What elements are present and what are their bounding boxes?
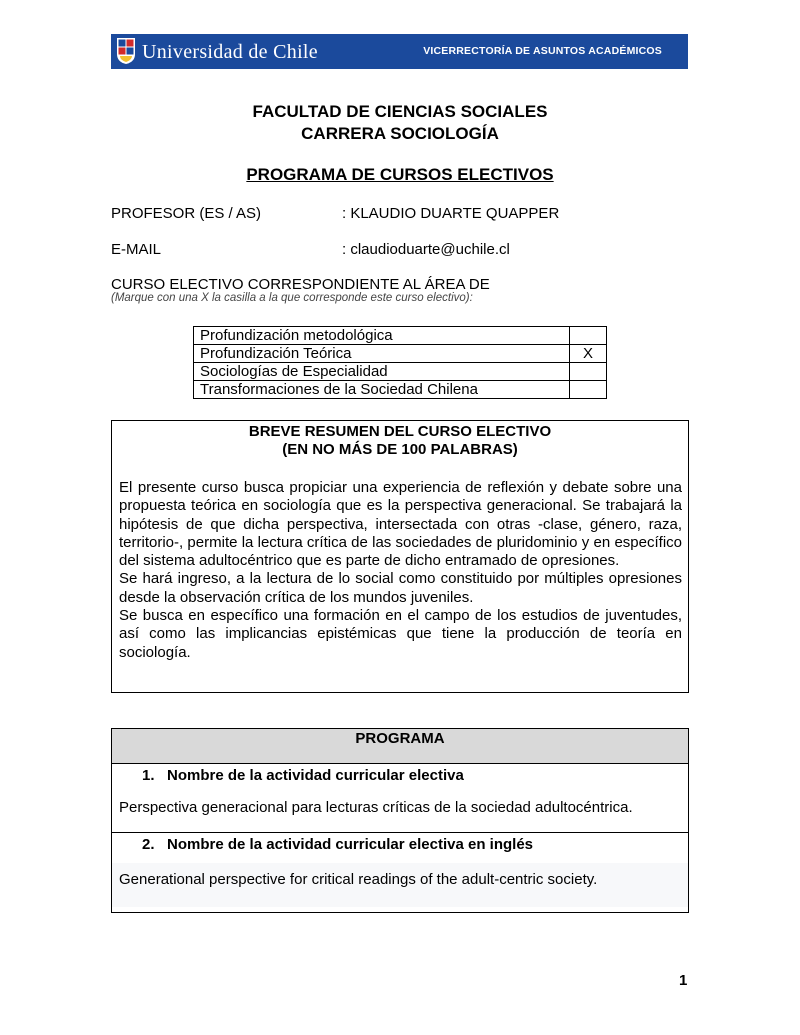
- table-row: [194, 363, 607, 381]
- section-title: [112, 764, 688, 784]
- professor-value: : KLAUDIO DUARTE QUAPPER: [342, 205, 560, 222]
- section-number: 1.: [142, 767, 155, 784]
- area-option-label: Profundización Teórica: [194, 345, 570, 363]
- university-logo-text: Universidad de Chile: [142, 41, 318, 63]
- summary-paragraph: Se hará ingreso, a la lectura de lo social como constituido por múltiples opresiones desde la observación crítica de los mundos juveniles.: [119, 570, 682, 606]
- table-row: [194, 327, 607, 345]
- email-value: : claudioduarte@uchile.cl: [342, 241, 510, 258]
- section-title-text: Nombre de la actividad curricular electiva en inglés: [167, 836, 534, 853]
- area-heading: CURSO ELECTIVO CORRESPONDIENTE AL ÁREA DE: [111, 276, 490, 293]
- programa-section-2: [112, 833, 688, 913]
- area-note: (Marque con una X la casilla a la que corresponde este curso electivo):: [111, 292, 473, 304]
- section-title: [112, 833, 688, 853]
- area-option-checkbox[interactable]: [570, 327, 607, 345]
- section-text: Generational perspective for critical readings of the adult-centric society.: [112, 863, 688, 907]
- university-header-bar: [111, 34, 688, 69]
- area-option-checkbox[interactable]: [570, 363, 607, 381]
- summary-paragraph: El presente curso busca propiciar una experiencia de reflexión y debate sobre una propuesta teórica en sociología que es la perspectiva generacional. Se trabajará la hipótesis de que dicha perspectiva, intersectada con otras -clase, género, raza, territorio-, permite la lectura crítica de las sociedades de pluridominio y en específico del sistema adultocéntrico que es parte de dicho entramado de opresiones.: [119, 479, 682, 570]
- summary-heading-line1: BREVE RESUMEN DEL CURSO ELECTIVO: [248, 423, 552, 440]
- program-title: PROGRAMA DE CURSOS ELECTIVOS: [246, 165, 554, 184]
- area-option-checkbox[interactable]: [570, 381, 607, 399]
- page-number: 1: [679, 972, 688, 989]
- email-label: E-MAIL: [111, 241, 162, 258]
- table-row: [194, 345, 607, 363]
- career-title: CARRERA SOCIOLOGÍA: [301, 124, 499, 143]
- professor-label: PROFESOR (ES / AS): [111, 205, 262, 222]
- area-option-label: Profundización metodológica: [194, 327, 570, 345]
- section-number: 2.: [142, 836, 155, 853]
- area-option-label: Transformaciones de la Sociedad Chilena: [194, 381, 570, 399]
- programa-section-1: [112, 764, 688, 833]
- section-text: Perspectiva generacional para lecturas críticas de la sociedad adultocéntrica.: [119, 799, 633, 816]
- summary-paragraph: Se busca en específico una formación en el campo de los estudios de juventudes, así como las implicancias epistémicas que tiene la producción de teoría en sociología.: [119, 607, 682, 661]
- summary-box: [111, 420, 689, 693]
- table-row: [194, 381, 607, 399]
- summary-heading-line2: (EN NO MÁS DE 100 PALABRAS): [282, 441, 518, 458]
- summary-heading: [112, 423, 688, 459]
- area-table: [193, 326, 607, 399]
- programa-box: [111, 728, 689, 913]
- vicerrectoria-label: VICERRECTORÍA DE ASUNTOS ACADÉMICOS: [423, 45, 662, 57]
- summary-body: [119, 479, 682, 662]
- university-crest-icon: [116, 37, 136, 65]
- programa-heading: PROGRAMA: [112, 729, 688, 764]
- faculty-title: FACULTAD DE CIENCIAS SOCIALES: [252, 102, 548, 121]
- section-title-text: Nombre de la actividad curricular electiva: [167, 767, 464, 784]
- area-option-checkbox[interactable]: X: [570, 345, 607, 363]
- area-option-label: Sociologías de Especialidad: [194, 363, 570, 381]
